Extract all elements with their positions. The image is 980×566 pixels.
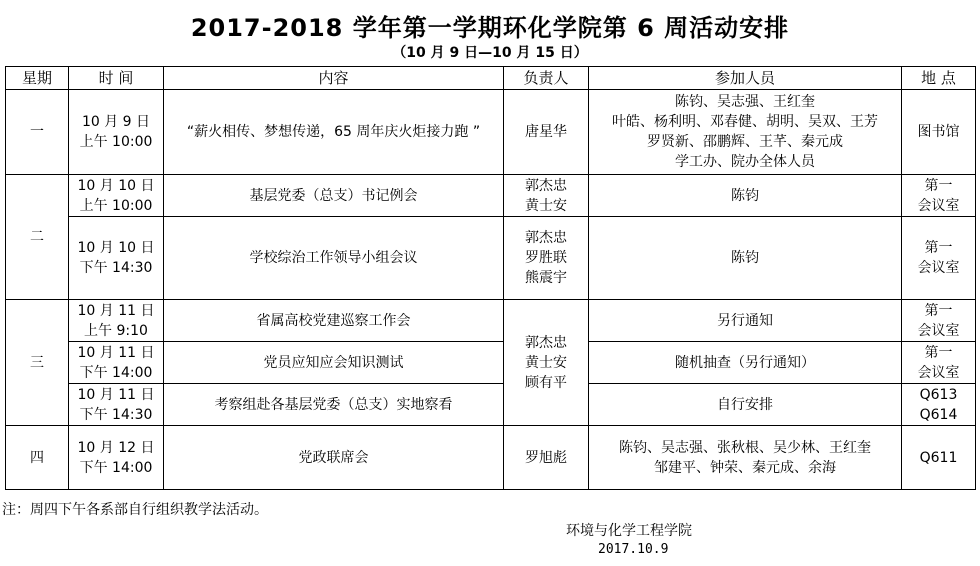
day-cell: 四 [6,426,69,490]
table-row [6,90,976,175]
time-cell: 10 月 12 日 下午 14:00 [69,426,164,490]
owner-cell: 郭杰忠 黄士安 [504,175,589,217]
time-cell: 10 月 10 日 下午 14:30 [69,217,164,300]
header-location: 地 点 [902,67,976,90]
time-cell: 10 月 11 日 下午 14:00 [69,342,164,384]
time-cell: 10 月 9 日 上午 10:00 [69,90,164,175]
location-cell: Q613 Q614 [902,384,976,426]
owner-cell: 郭杰忠 黄士安 顾有平 [504,300,589,426]
page-title: 2017-2018 学年第一学期环化学院第 6 周活动安排 [190,14,790,42]
time-cell: 10 月 11 日 下午 14:30 [69,384,164,426]
signature-org: 环境与化学工程学院 [566,523,692,539]
day-cell: 三 [6,300,69,426]
header-owner: 负责人 [504,67,589,90]
owner-cell: 唐星华 [504,90,589,175]
day-cell: 二 [6,175,69,300]
table-row [6,217,976,300]
content-cell: 基层党委（总支）书记例会 [164,175,504,217]
participants-cell: 陈钧 [589,217,902,300]
participants-cell: 陈钧、吴志强、王红奎 叶皓、杨利明、邓春健、胡明、吴双、王芳 罗贤新、邵鹏辉、王芊、秦元成 学工办、院办全体人员 [589,90,902,175]
date-range: （10 月 9 日—10 月 15 日） [392,45,588,61]
table-row [6,342,976,384]
time-cell: 10 月 11 日 上午 9:10 [69,300,164,342]
location-cell: 第一 会议室 [902,175,976,217]
content-cell: 党政联席会 [164,426,504,490]
owner-cell: 郭杰忠 罗胜联 熊震宇 [504,217,589,300]
table-row [6,426,976,490]
location-cell: 第一 会议室 [902,342,976,384]
header-content: 内容 [164,67,504,90]
content-cell: “薪火相传、梦想传递，65 周年庆火炬接力跑 ” [164,90,504,175]
location-cell: 图书馆 [902,90,976,175]
table-row [6,384,976,426]
header-participants: 参加人员 [589,67,902,90]
participants-cell: 陈钧、吴志强、张秋根、吴少林、王红奎 邹建平、钟荣、秦元成、余海 [589,426,902,490]
schedule-table [5,66,976,490]
content-cell: 省属高校党建巡察工作会 [164,300,504,342]
time-cell: 10 月 10 日 上午 10:00 [69,175,164,217]
content-cell: 党员应知应会知识测试 [164,342,504,384]
owner-cell: 罗旭彪 [504,426,589,490]
day-cell: 一 [6,90,69,175]
content-cell: 学校综治工作领导小组会议 [164,217,504,300]
table-row [6,300,976,342]
footnote: 注：周四下午各系部自行组织教学法活动。 [2,502,268,518]
table-row [6,175,976,217]
location-cell: 第一 会议室 [902,300,976,342]
participants-cell: 自行安排 [589,384,902,426]
header-time: 时 间 [69,67,164,90]
header-row [6,67,976,90]
location-cell: 第一 会议室 [902,217,976,300]
header-day: 星期 [6,67,69,90]
participants-cell: 随机抽查（另行通知） [589,342,902,384]
content-cell: 考察组赴各基层党委（总支）实地察看 [164,384,504,426]
location-cell: Q611 [902,426,976,490]
participants-cell: 陈钧 [589,175,902,217]
signature-date: 2017.10.9 [598,542,669,557]
participants-cell: 另行通知 [589,300,902,342]
